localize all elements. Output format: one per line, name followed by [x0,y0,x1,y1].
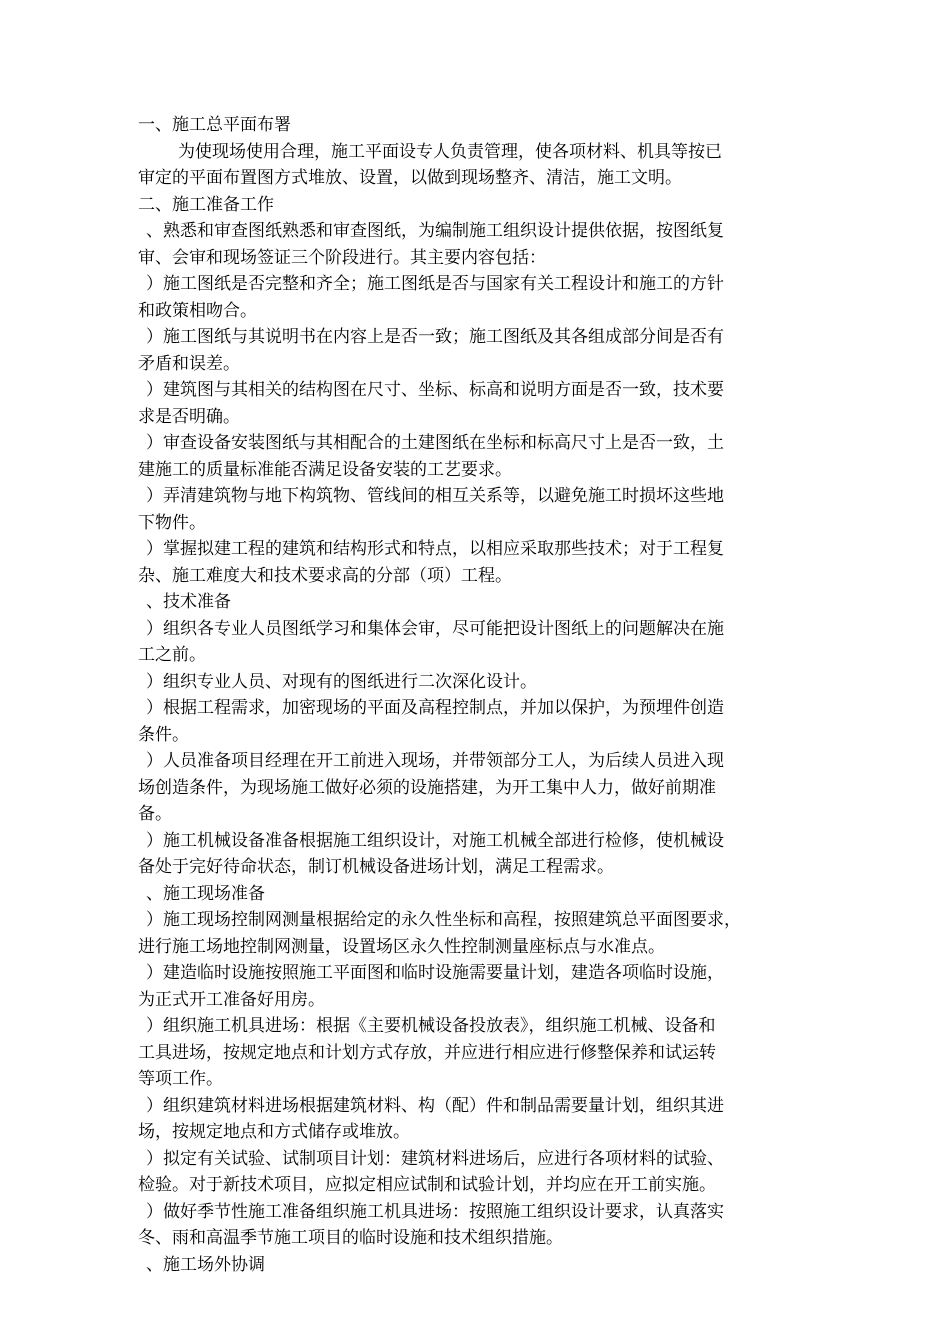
text-line: ）组织各专业人员图纸学习和集体会审，尽可能把设计图纸上的问题解决在施 [146,618,724,639]
text-line: 杂、施工难度大和技术要求高的分部（项）工程。 [138,565,512,586]
text-line: 下物件。 [138,512,206,533]
text-line: 和政策相吻合。 [138,300,257,321]
text-line: 建施工的质量标准能否满足设备安装的工艺要求。 [138,459,512,480]
text-line: 、施工现场准备 [146,883,265,904]
text-line: 、施工场外协调 [146,1254,265,1275]
text-line: ）施工现场控制网测量根据给定的永久性坐标和高程，按照建筑总平面图要求， [146,910,741,930]
text-line: 工之前。 [138,645,206,665]
text-line: 冬、雨和高温季节施工项目的临时设施和技术组织措施。 [138,1228,563,1248]
text-line: 审定的平面布置图方式堆放、设置，以做到现场整齐、清洁，施工文明。 [138,168,682,188]
text-line: ）组织施工机具进场：根据《主要机械设备投放表》，组织施工机械、设备和 [146,1016,716,1036]
text-line: 一、施工总平面布署 [138,115,291,135]
text-line: 求是否明确。 [138,406,240,427]
text-line: ）施工机械设备准备根据施工组织设计，对施工机械全部进行检修，使机械设 [146,830,724,851]
text-line: 为正式开工准备好用房。 [138,989,325,1010]
text-line: 审、会审和现场签证三个阶段进行。其主要内容包括： [138,247,546,268]
text-line: 、熟悉和审查图纸熟悉和审查图纸，为编制施工组织设计提供依据，按图纸复 [146,221,724,241]
text-line: 场，按规定地点和方式储存或堆放。 [138,1122,410,1142]
text-line: 为使现场使用合理，施工平面设专人负责管理，使各项材料、机具等按已 [178,141,722,162]
text-line: 场创造条件，为现场施工做好必须的设施搭建，为开工集中人力，做好前期准 [138,777,716,798]
text-line: 备处于完好待命状态，制订机械设备进场计划，满足工程需求。 [138,857,614,877]
text-line: ）弄清建筑物与地下构筑物、管线间的相互关系等，以避免施工时损坏这些地 [146,486,724,506]
text-line: 、技术准备 [146,592,231,612]
text-line: ）根据工程需求，加密现场的平面及高程控制点，并加以保护，为预埋件创造 [146,698,724,718]
text-line: 工具进场，按规定地点和计划方式存放，并应进行相应进行修整保养和试运转 [138,1042,716,1063]
text-line: ）施工图纸与其说明书在内容上是否一致；施工图纸及其各组成部分间是否有 [146,327,724,347]
text-line: 条件。 [138,724,189,745]
text-line: 检验。对于新技术项目，应拟定相应试制和试验计划，并均应在开工前实施。 [138,1175,716,1195]
text-line: ）审查设备安装图纸与其相配合的土建图纸在坐标和标高尺寸上是否一致，土 [146,433,724,453]
text-line: ）掌握拟建工程的建筑和结构形式和特点，以相应采取那些技术；对于工程复 [146,539,724,559]
text-line: 矛盾和误差。 [138,353,240,374]
text-line: ）做好季节性施工准备组织施工机具进场：按照施工组织设计要求，认真落实 [146,1201,724,1222]
text-line: ）拟定有关试验、试制项目计划：建筑材料进场后，应进行各项材料的试验、 [146,1148,724,1169]
text-line: ）组织专业人员、对现有的图纸进行二次深化设计。 [146,671,537,692]
text-line: ）建筑图与其相关的结构图在尺寸、坐标、标高和说明方面是否一致，技术要 [146,380,724,400]
text-line: ）组织建筑材料进场根据建筑材料、构（配）件和制品需要量计划，组织其进 [146,1095,724,1116]
document-page [138,112,814,1278]
text-line: ）人员准备项目经理在开工前进入现场，并带领部分工人，为后续人员进入现 [146,751,724,771]
text-line: 二、施工准备工作 [138,194,274,215]
text-line: ）建造临时设施按照施工平面图和临时设施需要量计划，建造各项临时设施， [146,963,724,983]
text-line: 等项工作。 [138,1069,223,1089]
text-line: 备。 [138,804,172,824]
text-line: 进行施工场地控制网测量，设置场区永久性控制测量座标点与水准点。 [138,936,665,957]
text-line: ）施工图纸是否完整和齐全；施工图纸是否与国家有关工程设计和施工的方针 [146,274,724,294]
